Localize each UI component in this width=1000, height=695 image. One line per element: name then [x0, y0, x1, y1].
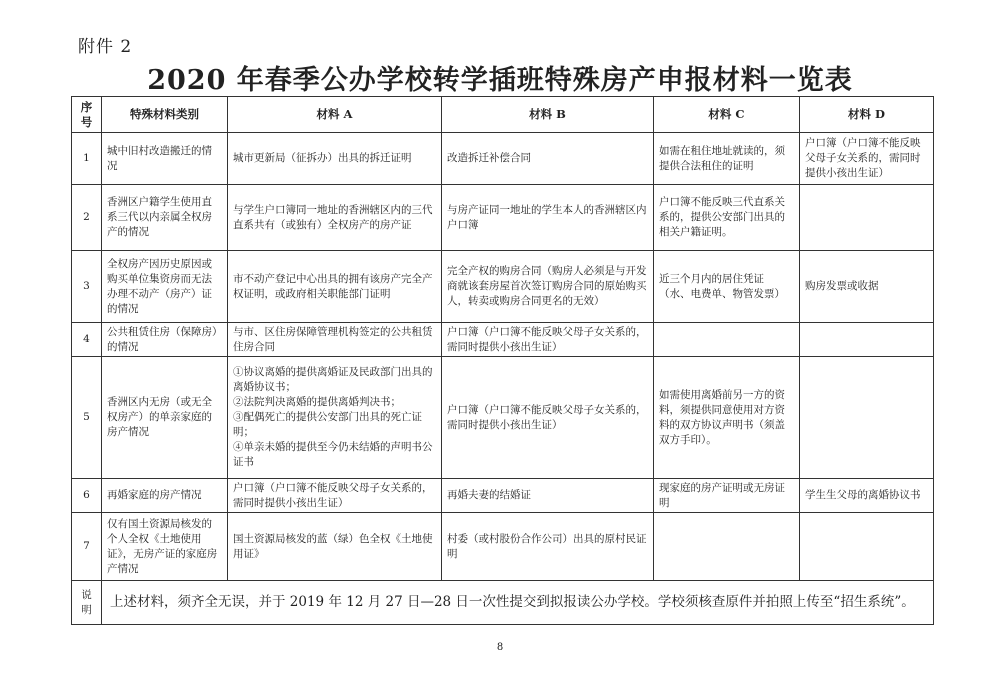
material-a-line: ④单亲未婚的提供至今仍未结婚的声明书公证书	[233, 441, 433, 468]
row-material-a: 国土资源局核发的蓝（绿）色全权《土地使用证》	[228, 513, 442, 581]
attachment-label: 附件 2	[78, 37, 133, 57]
row-category: 城中旧村改造搬迁的情况	[102, 133, 228, 185]
row-material-c: 现家庭的房产证明或无房证明	[654, 479, 800, 513]
page-title: 2020 年春季公办学校转学插班特殊房产申报材料一览表	[147, 65, 853, 96]
page-number: 8	[496, 642, 504, 653]
row-material-b: 再婚夫妻的结婚证	[442, 479, 654, 513]
row-material-a: 与市、区住房保障管理机构签定的公共租赁住房合同	[228, 323, 442, 357]
table-row	[72, 513, 934, 581]
row-material-b: 户口簿（户口簿不能反映父母子女关系的，需同时提供小孩出生证）	[442, 323, 654, 357]
row-material-a: 与学生户口簿同一地址的香洲辖区内的三代直系共有（或独有）全权房产的房产证	[228, 185, 442, 251]
row-material-d: 购房发票或收据	[800, 251, 934, 323]
row-material-d	[800, 323, 934, 357]
table-header-row	[72, 97, 934, 133]
table-row	[72, 133, 934, 185]
row-material-b: 改造拆迁补偿合同	[442, 133, 654, 185]
row-category: 香洲区内无房（或无全权房产）的单亲家庭的房产情况	[102, 357, 228, 479]
header-material-a: 材料 A	[228, 97, 442, 133]
row-material-c: 如需在租住地址就读的，须提供合法租住的证明	[654, 133, 800, 185]
row-material-d	[800, 513, 934, 581]
row-category: 公共租赁住房（保障房）的情况	[102, 323, 228, 357]
row-material-c: 近三个月内的居住凭证（水、电费单、物管发票）	[654, 251, 800, 323]
row-material-c: 如需使用离婚前另一方的资料，须提供同意使用对方资料的双方协议声明书（须盖双方手印）。	[654, 357, 800, 479]
row-material-a: 户口簿（户口簿不能反映父母子女关系的，需同时提供小孩出生证）	[228, 479, 442, 513]
row-category: 仅有国土资源局核发的个人全权《土地使用证》，无房产证的家庭房产情况	[102, 513, 228, 581]
row-material-d	[800, 185, 934, 251]
row-material-a: 市不动产登记中心出具的拥有该房产完全产权证明，或政府相关职能部门证明	[228, 251, 442, 323]
row-number: 4	[72, 323, 102, 357]
row-material-d: 户口簿（户口簿不能反映父母子女关系的，需同时提供小孩出生证）	[800, 133, 934, 185]
row-material-b: 与房产证同一地址的学生本人的香洲辖区内户口簿	[442, 185, 654, 251]
material-a-line: ②法院判决离婚的提供离婚判决书；	[233, 396, 401, 408]
row-material-c: 户口簿不能反映三代直系关系的，提供公安部门出具的相关户籍证明。	[654, 185, 800, 251]
row-number: 5	[72, 357, 102, 479]
row-category: 再婚家庭的房产情况	[102, 479, 228, 513]
table-row	[72, 185, 934, 251]
row-material-b: 户口簿（户口簿不能反映父母子女关系的，需同时提供小孩出生证）	[442, 357, 654, 479]
header-seq: 序号	[72, 97, 102, 133]
row-number: 2	[72, 185, 102, 251]
header-material-d: 材料 D	[800, 97, 934, 133]
row-material-d	[800, 357, 934, 479]
header-category: 特殊材料类别	[102, 97, 228, 133]
materials-table	[71, 96, 934, 625]
material-a-line: ③配偶死亡的提供公安部门出具的死亡证明；	[233, 411, 422, 438]
row-number: 3	[72, 251, 102, 323]
row-material-a: 城市更新局（征拆办）出具的拆迁证明	[228, 133, 442, 185]
note-text: 上述材料，须齐全无误，并于 2019 年 12 月 27 日—28 日一次性提交到拟报读公办学校。学校须核查原件并拍照上传至“招生系统”。	[102, 581, 934, 625]
note-label: 说明	[72, 581, 102, 625]
header-material-b: 材料 B	[442, 97, 654, 133]
table-row	[72, 323, 934, 357]
row-material-d: 学生生父母的离婚协议书	[800, 479, 934, 513]
row-material-b: 村委（或村股份合作公司）出具的原村民证明	[442, 513, 654, 581]
row-number: 1	[72, 133, 102, 185]
note-row	[72, 581, 934, 625]
table-row	[72, 479, 934, 513]
row-material-c	[654, 513, 800, 581]
material-a-line: ①协议离婚的提供离婚证及民政部门出具的离婚协议书；	[233, 366, 433, 393]
table-row	[72, 251, 934, 323]
header-material-c: 材料 C	[654, 97, 800, 133]
row-number: 6	[72, 479, 102, 513]
row-material-a	[228, 357, 442, 479]
row-category: 全权房产因历史原因或购买单位集资房而无法办理不动产（房产）证的情况	[102, 251, 228, 323]
row-material-c	[654, 323, 800, 357]
row-number: 7	[72, 513, 102, 581]
row-material-b: 完全产权的购房合同（购房人必须是与开发商就该套房屋首次签订购房合同的原始购买人，转卖或购房合同更名的无效）	[442, 251, 654, 323]
row-category: 香洲区户籍学生使用直系三代以内亲属全权房产的情况	[102, 185, 228, 251]
table-row	[72, 357, 934, 479]
